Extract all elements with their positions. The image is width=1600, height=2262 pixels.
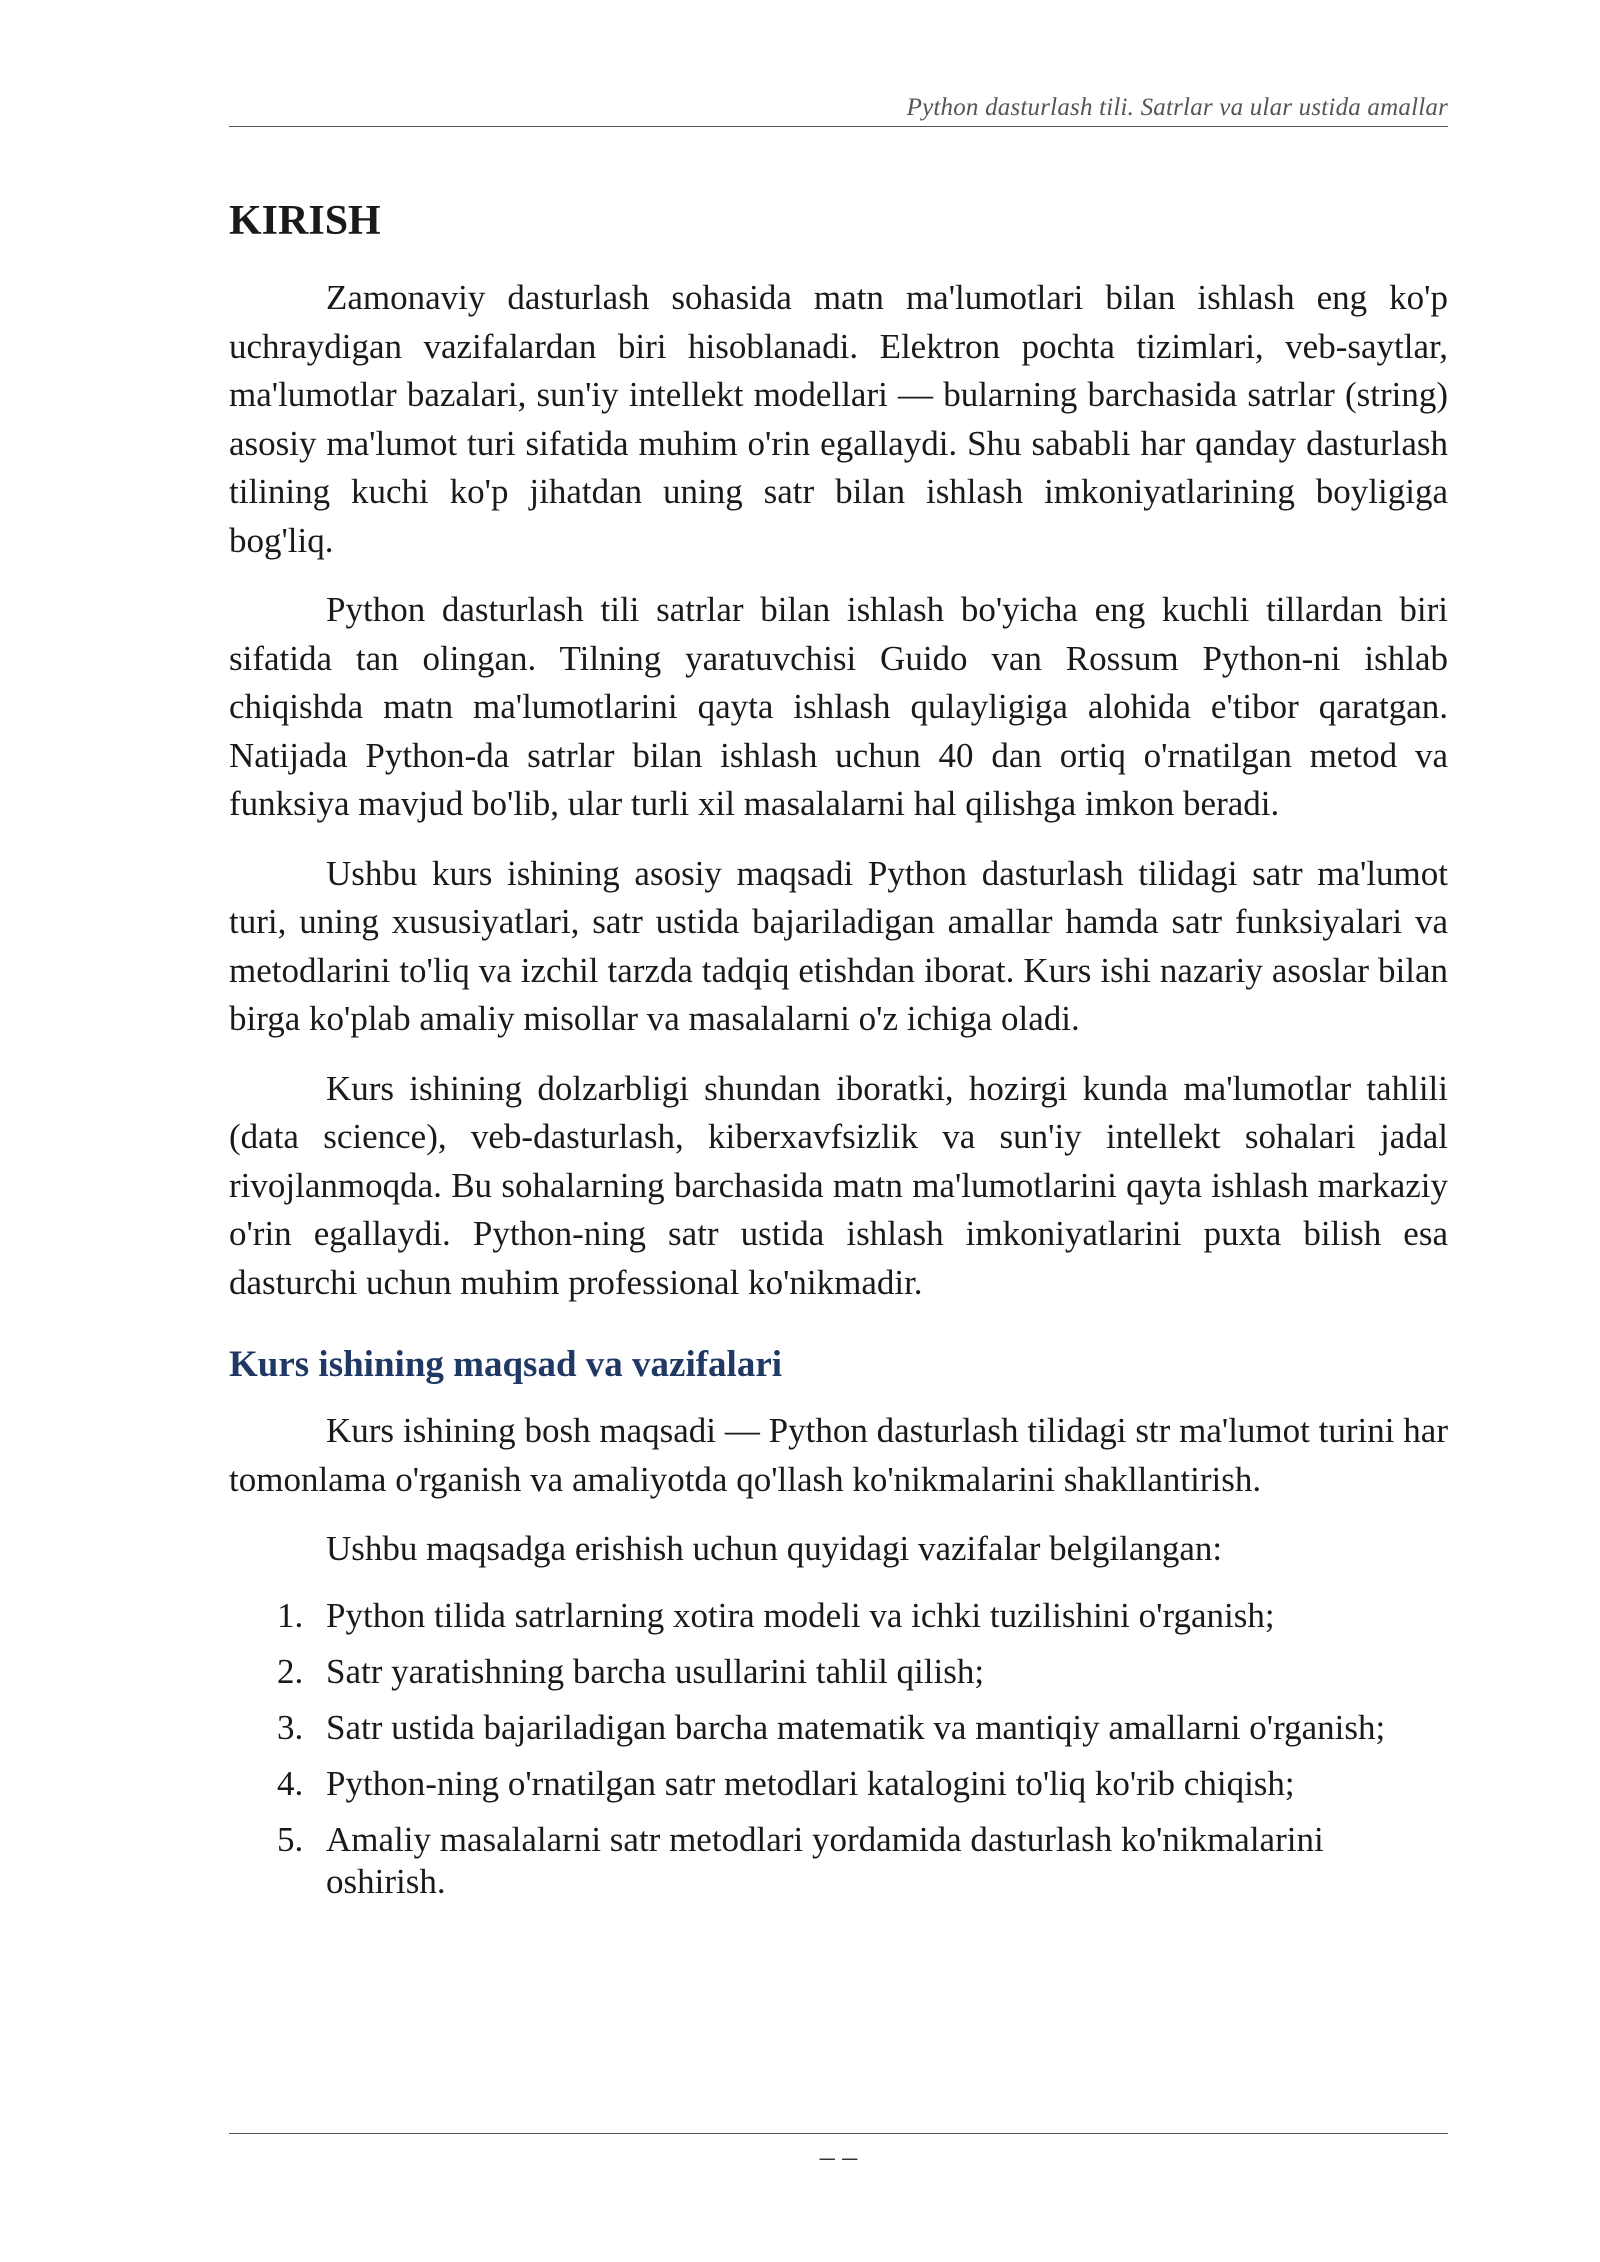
page-content (229, 190, 1448, 1917)
page-number: – – (819, 2140, 858, 2173)
list-item (229, 1651, 1448, 1693)
list-item (229, 1595, 1448, 1637)
intro-paragraph-3: Ushbu kurs ishining asosiy maqsadi Python dasturlash tilidagi satr ma'lumot turi, uning xususiyatlari, satr ustida bajariladigan amallar hamda satr funksiyalari va metodlarini to'liq va izchil tarzda tadqiq etishdan iborat. Kurs ishi nazariy asoslar bilan birga ko'plab amaliy misollar va masalalarni o'z ichiga oladi. (229, 853, 1448, 1038)
list-item (229, 1763, 1448, 1805)
tasks-intro-paragraph: Ushbu maqsadga erishish uchun quyidagi vazifalar belgilangan: (326, 1529, 1223, 1568)
list-item-number: 5. (277, 1819, 304, 1859)
list-item-number: 3. (277, 1707, 304, 1747)
section-title: KIRISH (229, 198, 381, 244)
list-item-number: 1. (277, 1595, 304, 1635)
list-item-text: Python tilida satrlarning xotira modeli va ichki tuzilishini o'rganish; (326, 1595, 1275, 1635)
footer-rule (229, 2133, 1448, 2134)
list-item-number: 2. (277, 1651, 304, 1691)
intro-paragraph-2: Python dasturlash tili satrlar bilan ishlash bo'yicha eng kuchli tillardan biri sifatida tan olingan. Tilning yaratuvchisi Guido van Rossum Python-ni ishlab chiqishda matn ma'lumotlarini qayta ishlash qulayligiga alohida e'tibor qaratgan. Natijada Python-da satrlar bilan ishlash uchun 40 dan ortiq o'rnatilgan metod va funksiya mavjud bo'lib, ular turli xil masalalarni hal qilishga imkon beradi. (229, 590, 1448, 823)
list-item-text: Python-ning o'rnatilgan satr metodlari katalogini to'liq ko'rib chiqish; (326, 1763, 1295, 1803)
running-header: Python dasturlash tili. Satrlar va ular ustida amallar (906, 94, 1448, 121)
intro-paragraph-4: Kurs ishining dolzarbligi shundan iboratki, hozirgi kunda ma'lumotlar tahlili (data science), veb-dasturlash, kiberxavfsizlik va sun'iy intellekt sohalari jadal rivojlanmoqda. Bu sohalarning barchasida matn ma'lumotlarini qayta ishlash markaziy o'rin egallaydi. Python-ning satr ustida ishlash imkoniyatlarini puxta bilish esa dasturchi uchun muhim professional ko'nikmadir. (229, 1068, 1448, 1302)
main-goal-paragraph: Kurs ishining bosh maqsadi — Python dasturlash tilidagi str ma'lumot turini har tomonlama o'rganish va amaliyotda qo'llash ko'nikmalarini shakllantirish. (229, 1411, 1448, 1499)
list-item (229, 1819, 1448, 1903)
list-item (229, 1707, 1448, 1749)
document-page (229, 0, 1448, 2262)
list-item-number: 4. (277, 1763, 304, 1803)
subsection-title: Kurs ishining maqsad va vazifalari (229, 1344, 783, 1385)
list-item-text: Satr ustida bajariladigan barcha matematik va mantiqiy amallarni o'rganish; (326, 1707, 1386, 1747)
header-rule (229, 126, 1448, 127)
list-item-text: Amaliy masalalarni satr metodlari yordamida dasturlash ko'nikmalarini oshirish. (326, 1819, 1324, 1901)
intro-paragraph-1: Zamonaviy dasturlash sohasida matn ma'lumotlari bilan ishlash eng ko'p uchraydigan vazifalardan biri hisoblanadi. Elektron pochta tizimlari, veb-saytlar, ma'lumotlar bazalari, sun'iy intellekt modellari — bularning barchasida satrlar (string) asosiy ma'lumot turi sifatida muhim o'rin egallaydi. Shu sababli har qanday dasturlash tilining kuchi ko'p jihatdan uning satr bilan ishlash imkoniyatlarining boyligiga bog'liq. (229, 278, 1448, 560)
tasks-list (229, 1595, 1448, 1903)
list-item-text: Satr yaratishning barcha usullarini tahlil qilish; (326, 1651, 985, 1691)
